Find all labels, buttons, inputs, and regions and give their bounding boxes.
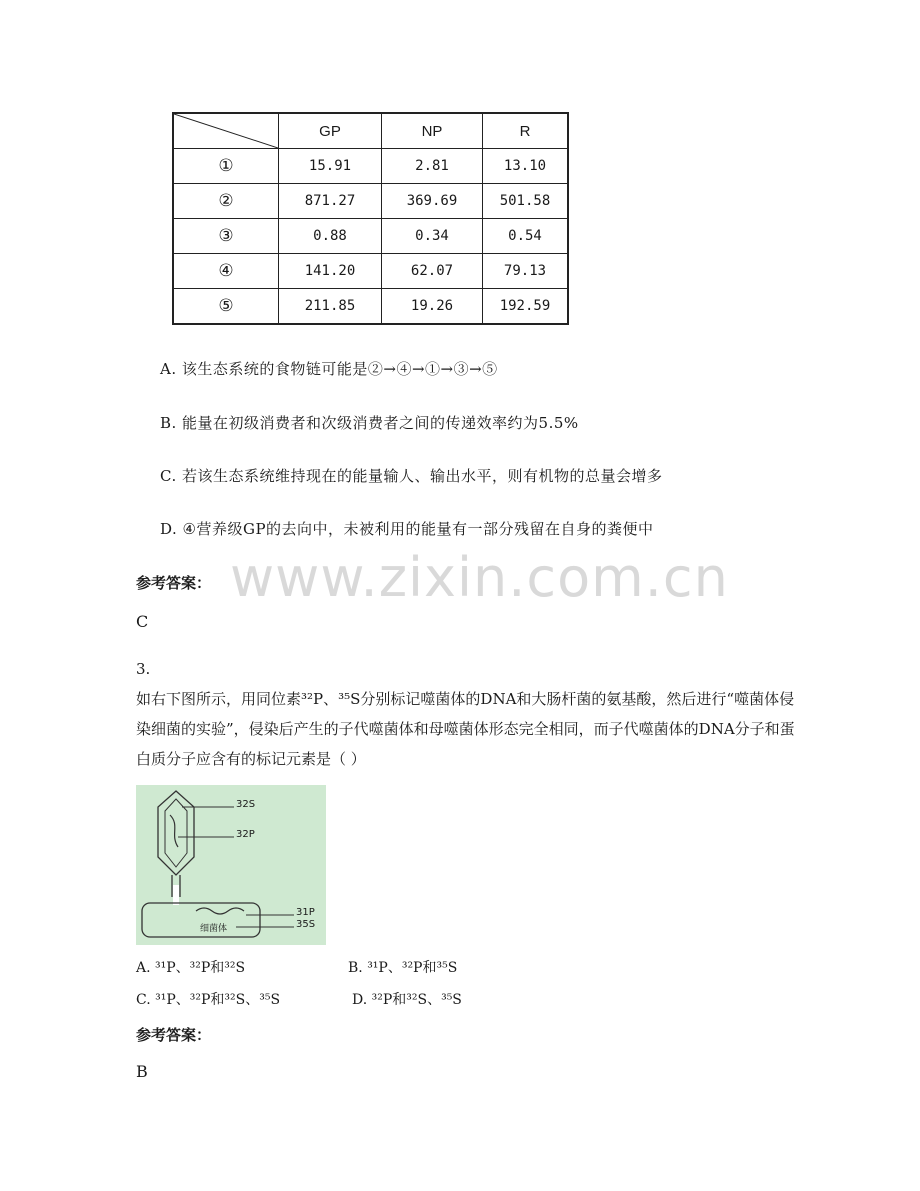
option-a: A. 该生态系统的食物链可能是②→④→①→③→⑤ (160, 360, 498, 378)
cell-gp: 0.88 (279, 219, 382, 254)
label-35s: 35S (296, 919, 316, 930)
table-header-row (173, 113, 568, 149)
cell-np: 2.81 (382, 149, 483, 184)
label-32p: 32P (236, 829, 255, 840)
choice-b: B. ³¹P、³²P和³⁵S (348, 960, 458, 976)
cell-np: 62.07 (382, 254, 483, 289)
cell-gp: 871.27 (279, 184, 382, 219)
table-row (173, 219, 568, 254)
cell-np: 369.69 (382, 184, 483, 219)
phage-infection-figure (136, 785, 326, 945)
diagonal-line (174, 114, 278, 148)
table-row (173, 254, 568, 289)
cell-r: 501.58 (483, 184, 569, 219)
cell-np: 19.26 (382, 289, 483, 325)
diagonal-corner-cell (173, 113, 279, 149)
cell-np: 0.34 (382, 219, 483, 254)
column-header-np: NP (382, 113, 483, 149)
cell-r: 13.10 (483, 149, 569, 184)
cell-gp: 141.20 (279, 254, 382, 289)
column-header-gp: GP (279, 113, 382, 149)
row-label: ① (173, 149, 279, 184)
table-row (173, 184, 568, 219)
answer-value-q3: B (136, 1062, 148, 1081)
question-stem: 如右下图所示，用同位素³²P、³⁵S分别标记噬菌体的DNA和大肠杆菌的氨基酸，然后进行“噬菌体侵染细菌的实验”，侵染后产生的子代噬菌体和母噬菌体形态完全相同，而子代噬菌体的DNA分子和蛋白质分子应含有的标记元素是（ ） (136, 690, 795, 768)
answer-heading-q3: 参考答案： (136, 1026, 212, 1044)
bacterium-label: 细菌体 (200, 924, 228, 934)
row-label: ② (173, 184, 279, 219)
option-d: D. ④营养级GP的去向中，未被利用的能量有一部分残留在自身的粪便中 (160, 520, 654, 538)
answer-value: C (136, 612, 149, 631)
row-label: ⑤ (173, 289, 279, 325)
energy-table (172, 112, 569, 325)
choice-d: D. ³²P和³²S、³⁵S (352, 992, 462, 1008)
label-32s: 32S (236, 799, 256, 810)
table-row (173, 149, 568, 184)
watermark: www.zixin.com.cn (230, 546, 729, 609)
row-label: ④ (173, 254, 279, 289)
cell-r: 0.54 (483, 219, 569, 254)
cell-gp: 211.85 (279, 289, 382, 325)
cell-gp: 15.91 (279, 149, 382, 184)
question-number: 3. (136, 660, 151, 678)
label-31p: 31P (296, 907, 315, 918)
row-label: ③ (173, 219, 279, 254)
option-c: C. 若该生态系统维持现在的能量输人、输出水平，则有机物的总量会增多 (160, 467, 663, 485)
column-header-r: R (483, 113, 569, 149)
answer-heading: 参考答案： (136, 574, 212, 592)
cell-r: 79.13 (483, 254, 569, 289)
table-row (173, 289, 568, 325)
choice-c: C. ³¹P、³²P和³²S、³⁵S (136, 992, 281, 1008)
choice-a: A. ³¹P、³²P和³²S (136, 960, 246, 976)
cell-r: 192.59 (483, 289, 569, 325)
option-b: B. 能量在初级消费者和次级消费者之间的传递效率约为5.5% (160, 414, 579, 432)
